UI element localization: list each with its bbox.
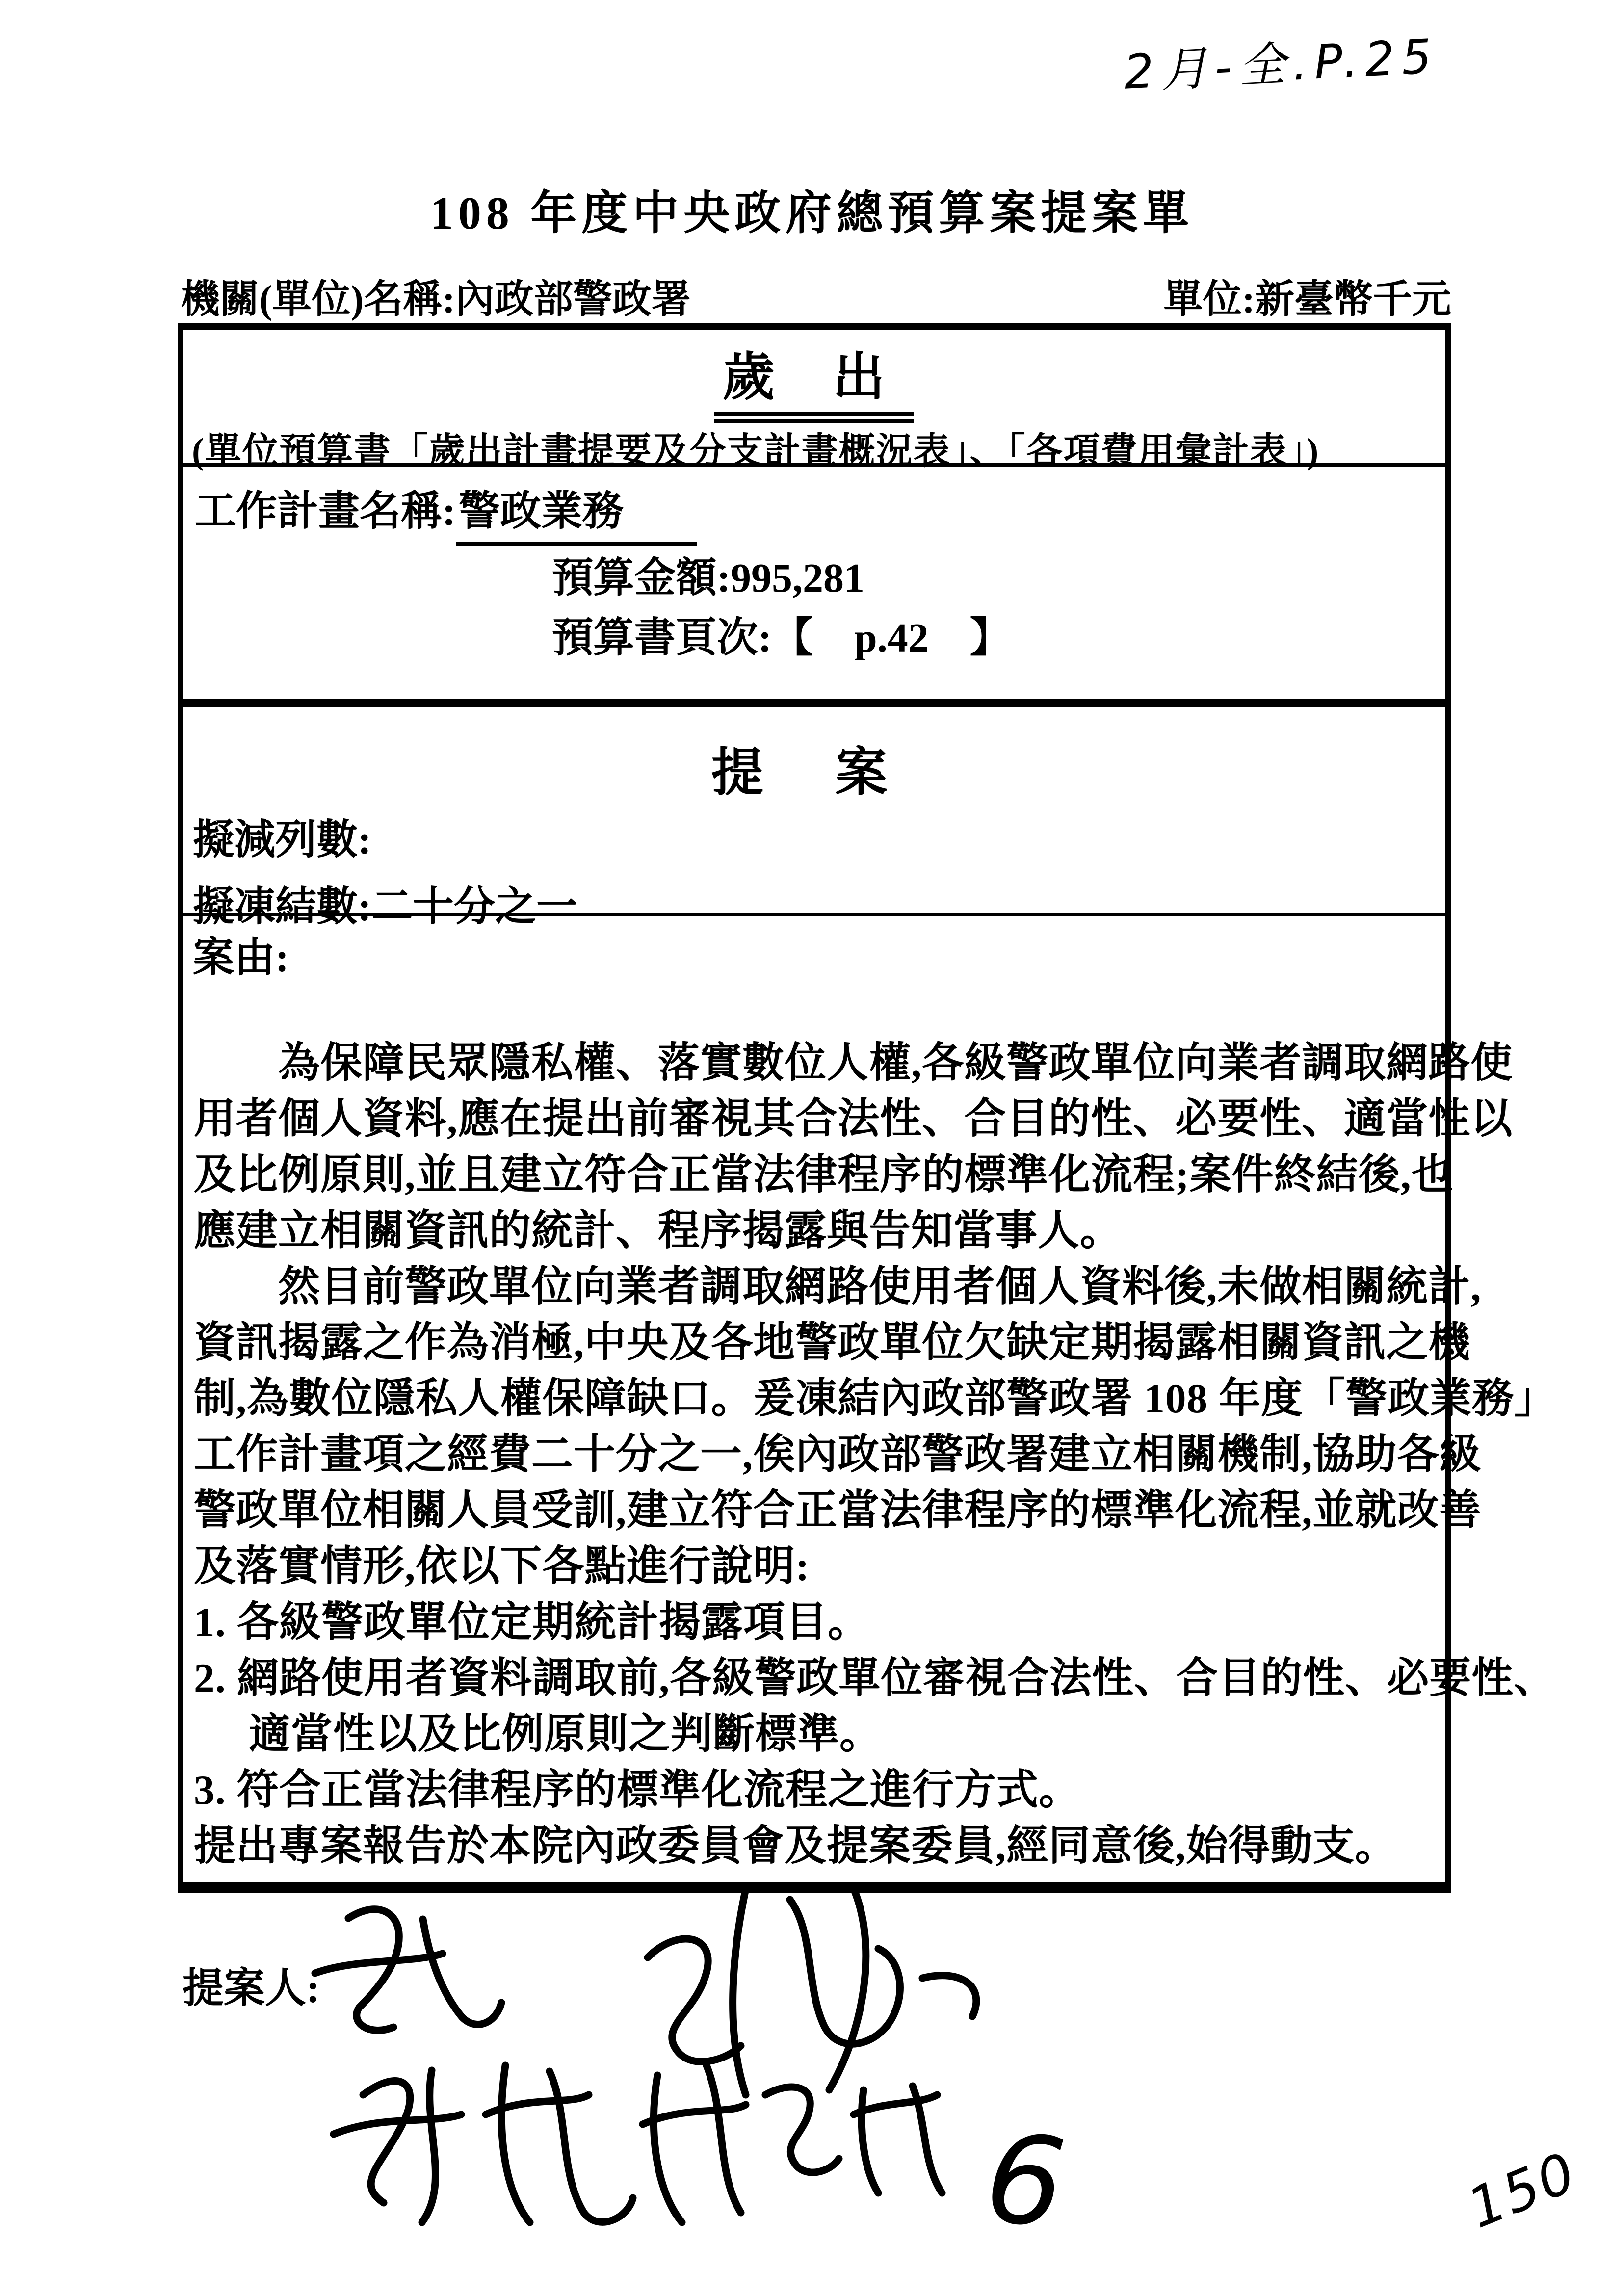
case-body-line: 為保障民眾隱私權、落實數位人權,各級警政單位向業者調取網路使 bbox=[194, 1040, 1513, 1086]
case-body-line: 及落實情形,依以下各點進行說明: bbox=[194, 1543, 810, 1590]
case-body-line: 1. 各級警政單位定期統計揭露項目。 bbox=[194, 1599, 870, 1645]
agency-row bbox=[181, 267, 1451, 324]
budget-page-row bbox=[552, 604, 1011, 664]
signature-scribble-3 bbox=[334, 2065, 746, 2222]
budget-amount-row bbox=[552, 545, 864, 604]
reduce-amount-row bbox=[193, 807, 371, 866]
case-body-line: 及比例原則,並且建立符合正當法律程序的標準化流程;案件終結後,也 bbox=[194, 1152, 1454, 1198]
budget-page-value: 【 p.42 】 bbox=[771, 615, 1011, 661]
separator-line-2 bbox=[183, 913, 1445, 916]
proposal-section-title: 提 案 bbox=[711, 744, 917, 802]
handwritten-corner-number: 150 bbox=[1459, 2140, 1586, 2241]
signature-scribble-2 bbox=[648, 1889, 976, 2095]
budget-page-label: 預算書頁次: bbox=[552, 615, 772, 661]
case-body-line: 2. 網路使用者資料調取前,各級警政單位審視合法性、合目的性、必要性、 bbox=[194, 1655, 1556, 1701]
case-body-line: 提出專案報告於本院內政委員會及提案委員,經同意後,始得動支。 bbox=[194, 1823, 1397, 1869]
budget-amount-value: 995,281 bbox=[730, 555, 864, 601]
case-body-line: 用者個人資料,應在提出前審視其合法性、合目的性、必要性、適當性以 bbox=[194, 1096, 1513, 1142]
case-body-line: 適當性以及比例原則之判斷標準。 bbox=[249, 1711, 882, 1757]
expenditure-subtitle: (單位預算書「歲出計畫提要及分支計畫概況表」、「各項費用彙計表」) bbox=[192, 431, 1320, 471]
case-body-line: 制,為數位隱私人權保障缺口。爰凍結內政部警政署 108 年度「警政業務」 bbox=[194, 1376, 1557, 1422]
agency-name-label: 機關(單位)名稱:內政部警政署 bbox=[181, 278, 691, 321]
work-plan-row bbox=[195, 478, 697, 546]
case-body-line: 資訊揭露之作為消極,中央及各地警政單位欠缺定期揭露相關資訊之機 bbox=[194, 1320, 1471, 1366]
handwritten-page-number: 6 bbox=[979, 2106, 1072, 2256]
case-body-line: 應建立相關資訊的統計、程序揭露與告知當事人。 bbox=[194, 1208, 1123, 1254]
document-title: 108 年度中央政府總預算案提案單 bbox=[430, 188, 1194, 239]
freeze-amount-row bbox=[193, 873, 577, 933]
case-body-line: 警政單位相關人員受訓,建立符合正當法律程序的標準化流程,並就改善 bbox=[194, 1487, 1482, 1534]
proposer-label: 提案人: bbox=[183, 1966, 320, 2011]
signature-scribble-1 bbox=[315, 1909, 501, 2031]
signature-scribble-4 bbox=[765, 2086, 942, 2193]
case-reason-label: 案由: bbox=[193, 935, 289, 981]
proposal-form-box bbox=[178, 323, 1557, 1893]
handwritten-note-top-right: 2月-全.P.25 bbox=[1122, 28, 1440, 100]
expenditure-title: 歲 出 bbox=[714, 336, 915, 423]
case-body-line: 3. 符合正當法律程序的標準化流程之進行方式。 bbox=[194, 1767, 1081, 1813]
work-plan-value: 警政業務 bbox=[456, 478, 697, 546]
handwritten-signatures bbox=[275, 1859, 1109, 2252]
case-reason-body bbox=[194, 1035, 1557, 1874]
work-plan-label: 工作計畫名稱: bbox=[195, 489, 456, 534]
freeze-amount-value: 二十分之一 bbox=[371, 884, 577, 930]
separator-line-1 bbox=[183, 463, 1445, 467]
reduce-amount-label: 擬減列數: bbox=[193, 817, 371, 863]
currency-unit-label: 單位:新臺幣千元 bbox=[1163, 278, 1451, 321]
freeze-amount-label: 擬凍結數: bbox=[193, 884, 371, 930]
case-body-line: 工作計畫項之經費二十分之一,俟內政部警政署建立相關機制,協助各級 bbox=[194, 1432, 1482, 1478]
budget-amount-label: 預算金額: bbox=[552, 555, 731, 601]
separator-line-thick bbox=[183, 699, 1445, 707]
expenditure-section-header bbox=[183, 336, 1445, 423]
case-body-line: 然目前警政單位向業者調取網路使用者個人資料後,未做相關統計, bbox=[194, 1264, 1482, 1310]
